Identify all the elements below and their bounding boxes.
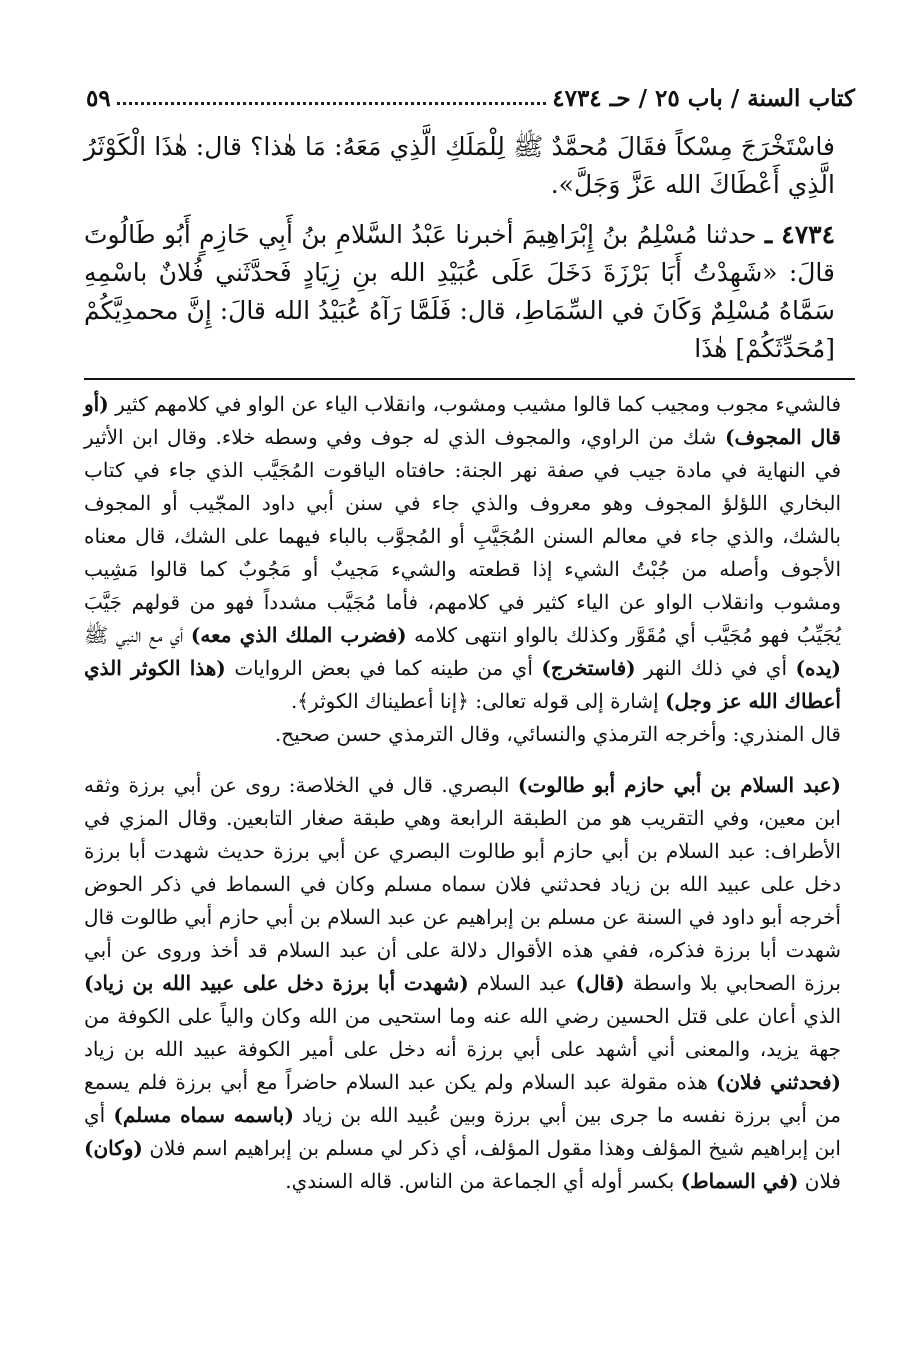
commentary-bold: (فضرب الملك الذي معه) [190, 623, 407, 647]
commentary-bold: (فحدثني فلان) [715, 1070, 841, 1094]
commentary-bold: (هذا الكوثر الذي أعطاك الله عز وجل) [84, 656, 841, 713]
footnote-divider [84, 378, 855, 380]
running-header [86, 78, 855, 118]
commentary-bold: (في السماط) [680, 1169, 799, 1193]
commentary-text: البصري. قال في الخلاصة: روى عن أبي برزة وثقه ابن معين، وفي التقريب هو من الطبقة الرابعة وهي طبقة صغار التابعين. وقال المزي في الأطراف: عبد السلام بن أبي حازم أبو طالوت البصري عن أبي برزة حديث شهدت أبا برزة دخل على عبيد الله بن زياد فحدثني فلان سماه مسلم وكان في السماط في ذكر الحوض أخرجه أبو داود في السنة عن مسلم بن إبراهيم عن عبد السلام بن أبي حازم أبي طالوت قال شهدت أبا برزة فذكره، ففي هذه الأقوال دلالة على أن عبد السلام قد أخذ وروى عن أبي برزة الصحابي بلا واسطة [84, 773, 841, 995]
commentary-text: هذه مقولة عبد السلام ولم يكن عبد السلام حاضراً مع أبي برزة فلم يسمع من أبي برزة نفسه ما جرى بين أبي برزة وبين عُبيد الله بن زياد [84, 1070, 841, 1127]
commentary-bold: (باسمه سماه مسلم) [113, 1103, 294, 1127]
page-number: ٥٩ [86, 84, 111, 112]
header-title: كتاب السنة / باب ٢٥ / حـ ٤٧٣٤ [552, 84, 855, 112]
commentary-text: الذي أعان على قتل الحسين رضي الله عنه وما استحيى من الله وكان والياً على الكوفة من جهة يزيد، والمعنى أني أشهد على أبي برزة أنه دخل على أمير الكوفة عبيد الله بن زياد [84, 1004, 841, 1061]
commentary-text: أي ابن إبراهيم شيخ المؤلف وهذا مقول المؤلف، أي ذكر لي مسلم بن إبراهيم اسم فلان [84, 1103, 841, 1160]
commentary-text: أي مع النبي ﷺ [84, 623, 191, 647]
commentary-text: بكسر أوله أي الجماعة من الناس. قاله السندي. [285, 1169, 681, 1193]
hadith-number: ٤٧٣٤ ـ [764, 220, 835, 249]
commentary-paragraph [84, 388, 841, 718]
commentary-text: شك من الراوي، والمجوف الذي له جوف وفي وسطه خلاء. وقال ابن الأثير في النهاية في مادة جيب في صفة نهر الجنة: حافتاه الياقوت المُجَيَّب الذي جاء في كتاب البخاري اللؤلؤ المجوف وهو معروف والذي جاء في سنن أبي داود المجّيب أو المجوف بالشك، والذي جاء في معالم السنن المُجَيَّبِ أو المُجوَّب بالباء فيهما على الشك، قال معناه الأجوف وأصله من جُبْتُ الشيء إذا قطعته والشيء مَجيبٌ أو مَجُوبٌ كما قالوا مَشِيب ومشوب وانقلاب الواو عن الياء كثير في كلامهم، فأما مُجَيَّب مشدداً فهو من قولهم جَيَّبَ يُجَيِّبُ فهو مُجَيَّب أي مُقَوَّر وكذلك بالواو انتهى كلامه [84, 425, 841, 647]
hadith-paragraph [84, 216, 835, 368]
commentary-bold: (أو قال المجوف) [84, 392, 841, 449]
dotted-leader [117, 92, 547, 105]
commentary-text: فلان [798, 1169, 841, 1193]
commentary-bold: (يده) [795, 656, 842, 680]
commentary-text: فالشيء مجوب ومجيب كما قالوا مشيب ومشوب، وانقلاب الياء عن الواو في كلامهم كثير [108, 392, 841, 416]
commentary-text: أي في ذلك النهر [635, 656, 796, 680]
mundhiri-note: قال المنذري: وأخرجه الترمذي والنسائي، وقال الترمذي حسن صحيح. [274, 722, 841, 746]
commentary-bold: (عبد السلام بن أبي حازم أبو طالوت) [517, 773, 842, 797]
hadith-text: حدثنا مُسْلِمُ بنُ إِبْرَاهِيمَ أخبرنا عَبْدُ السَّلامِ بنُ أَبِي حَازِمٍ أَبُو طَالُوتَ قالَ: «شَهِدْتُ أَبَا بَرْزَةَ دَخَلَ عَلَى عُبَيْدِ الله بنِ زِيَادٍ فَحدَّثَني فُلانٌ باسْمِهِ سَمَّاهُ مُسْلِمٌ وَكَانَ في السِّمَاطِ، قال: فَلَمَّا رَآهُ عُبَيْدُ الله قالَ: إِنَّ محمدِيَّكُمْ [مُحَدِّثَكُمْ] هٰذَا [84, 220, 835, 363]
commentary-bold: (فاستخرج) [541, 656, 636, 680]
commentary-paragraph [84, 769, 841, 1198]
commentary-text: عبد السلام [468, 971, 576, 995]
main-paragraph: فاسْتَخْرَجَ مِسْكاً فقَالَ مُحمَّدٌ ﷺ لِلْمَلَكِ الَّذِي مَعَهُ: مَا هٰذا؟ قال: هٰذَا الْكَوْثَرُ الَّذِي أَعْطَاكَ الله عَزَّ وَجَلَّ». [84, 132, 835, 199]
main-text [84, 128, 835, 380]
commentary-bold: (وكان) [84, 1136, 143, 1160]
commentary-text: أي من طينه كما في بعض الروايات [225, 656, 542, 680]
commentary [84, 388, 841, 1198]
commentary-text: إشارة إلى قوله تعالى: ﴿إنا أعطيناك الكوثر﴾. [290, 689, 666, 713]
commentary-bold: (قال) [575, 971, 625, 995]
commentary-bold: (شهدت أبا برزة دخل على عبيد الله بن زياد) [84, 971, 469, 995]
